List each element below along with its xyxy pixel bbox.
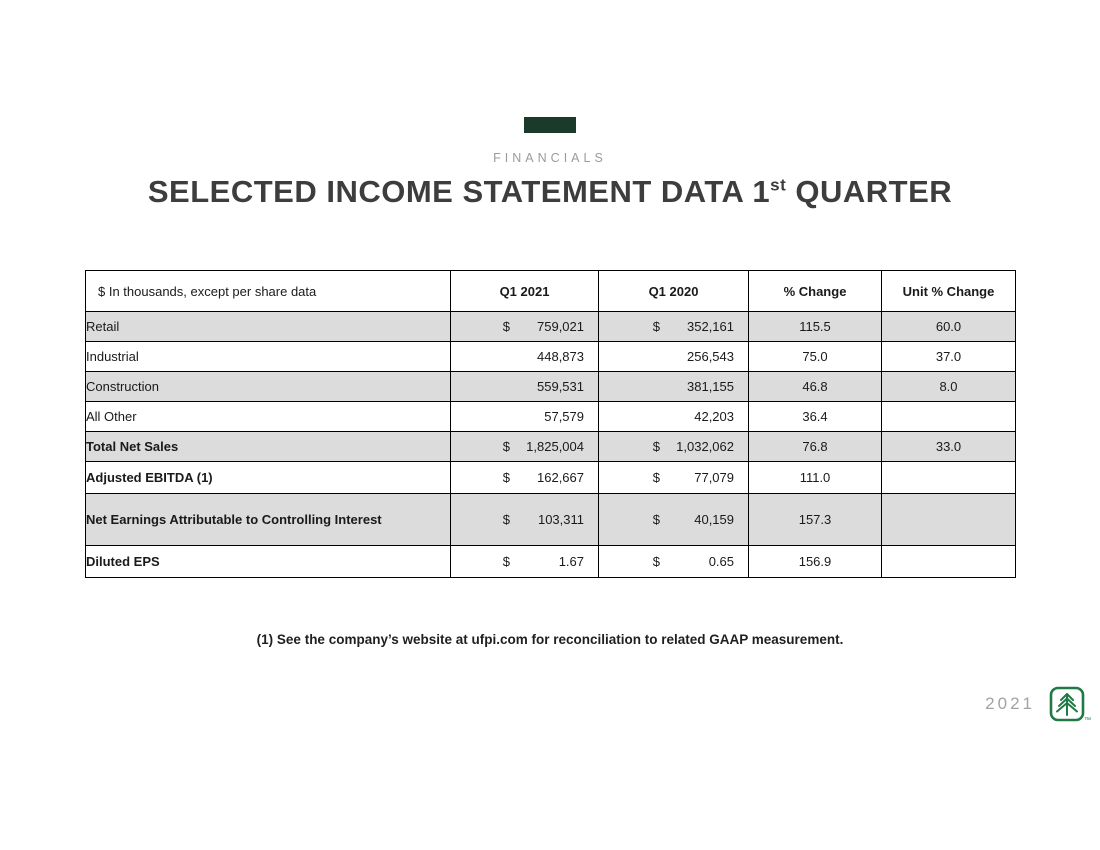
cell-pct-change: 46.8 — [749, 372, 882, 402]
title-tail: QUARTER — [786, 174, 953, 209]
dollar-sign: $ — [502, 470, 510, 485]
cell-pct-change: 111.0 — [749, 462, 882, 494]
cell-q1-2020 — [599, 494, 749, 546]
value: 1,825,004 — [526, 439, 584, 454]
cell-q1-2020 — [599, 312, 749, 342]
dollar-sign: $ — [502, 554, 510, 569]
cell-q1-2020 — [599, 432, 749, 462]
cell-q1-2020 — [599, 546, 749, 578]
dollar-sign: $ — [652, 512, 660, 527]
table-header-row — [86, 271, 1016, 312]
cell-q1-2021 — [451, 462, 599, 494]
dollar-sign: $ — [502, 439, 510, 454]
slide-footer — [985, 686, 1091, 724]
table-row-all-other — [86, 402, 1016, 432]
value: 759,021 — [537, 319, 584, 334]
cell-pct-change: 157.3 — [749, 494, 882, 546]
row-label: All Other — [86, 402, 451, 432]
dollar-sign: $ — [652, 554, 660, 569]
cell-q1-2020 — [599, 342, 749, 372]
table-row-net-earnings — [86, 494, 1016, 546]
cell-q1-2021 — [451, 402, 599, 432]
value: 40,159 — [694, 512, 734, 527]
cell-pct-change: 115.5 — [749, 312, 882, 342]
table-row-total-net-sales — [86, 432, 1016, 462]
table-row-adjusted-ebitda — [86, 462, 1016, 494]
dollar-sign: $ — [652, 319, 660, 334]
income-statement-table-wrap — [85, 270, 1015, 578]
year-label: 2021 — [985, 694, 1035, 713]
header-unit-pct-change: Unit % Change — [882, 271, 1016, 312]
value: 352,161 — [687, 319, 734, 334]
table-row-industrial — [86, 342, 1016, 372]
table-row-retail — [86, 312, 1016, 342]
header-q1-2020: Q1 2020 — [599, 271, 749, 312]
header-q1-2021: Q1 2021 — [451, 271, 599, 312]
dollar-sign: $ — [502, 512, 510, 527]
section-eyebrow: FINANCIALS — [493, 151, 607, 165]
title-superscript: st — [770, 175, 787, 195]
dollar-sign: $ — [502, 319, 510, 334]
cell-q1-2021 — [451, 342, 599, 372]
cell-pct-change: 76.8 — [749, 432, 882, 462]
row-label: Diluted EPS — [86, 546, 451, 578]
income-statement-table — [85, 270, 1016, 578]
cell-q1-2020 — [599, 402, 749, 432]
cell-unit-pct-change: 60.0 — [882, 312, 1016, 342]
table-row-construction — [86, 372, 1016, 402]
cell-unit-pct-change-na — [882, 546, 1016, 578]
brand-color-bar — [524, 117, 576, 133]
value: 42,203 — [694, 409, 734, 424]
cell-unit-pct-change-na — [882, 494, 1016, 546]
row-label: Net Earnings Attributable to Controlling Interest — [86, 494, 451, 546]
value: 1.67 — [558, 554, 584, 569]
value: 381,155 — [687, 379, 734, 394]
table-row-diluted-eps — [86, 546, 1016, 578]
cell-unit-pct-change: 8.0 — [882, 372, 1016, 402]
cell-unit-pct-change-na — [882, 402, 1016, 432]
dollar-sign: $ — [652, 470, 660, 485]
cell-q1-2021 — [451, 546, 599, 578]
cell-unit-pct-change: 33.0 — [882, 432, 1016, 462]
ufp-tree-logo-icon — [1049, 686, 1091, 724]
value: 162,667 — [537, 470, 584, 485]
cell-q1-2021 — [451, 372, 599, 402]
cell-q1-2020 — [599, 372, 749, 402]
trademark-mark: ™ — [1084, 717, 1091, 724]
value: 1,032,062 — [676, 439, 734, 454]
gaap-footnote: (1) See the company’s website at ufpi.com for reconciliation to related GAAP measurement. — [256, 632, 844, 647]
cell-unit-pct-change-na — [882, 462, 1016, 494]
value: 77,079 — [694, 470, 734, 485]
value: 448,873 — [537, 349, 584, 364]
value: 57,579 — [544, 409, 584, 424]
cell-unit-pct-change: 37.0 — [882, 342, 1016, 372]
cell-pct-change: 36.4 — [749, 402, 882, 432]
cell-q1-2021 — [451, 312, 599, 342]
row-label: Total Net Sales — [86, 432, 451, 462]
cell-q1-2021 — [451, 432, 599, 462]
value: 0.65 — [708, 554, 734, 569]
cell-q1-2021 — [451, 494, 599, 546]
cell-q1-2020 — [599, 462, 749, 494]
title-main: SELECTED INCOME STATEMENT DATA 1 — [147, 174, 771, 209]
cell-pct-change: 75.0 — [749, 342, 882, 372]
row-label: Industrial — [86, 342, 451, 372]
row-label: Retail — [86, 312, 451, 342]
row-label: Construction — [86, 372, 451, 402]
cell-pct-change: 156.9 — [749, 546, 882, 578]
value: 256,543 — [687, 349, 734, 364]
dollar-sign: $ — [652, 439, 660, 454]
page-title — [0, 174, 1100, 210]
value: 559,531 — [537, 379, 584, 394]
row-label: Adjusted EBITDA (1) — [86, 462, 451, 494]
value: 103,311 — [537, 512, 584, 527]
header-units-note: $ In thousands, except per share data — [86, 271, 451, 312]
header-pct-change: % Change — [749, 271, 882, 312]
